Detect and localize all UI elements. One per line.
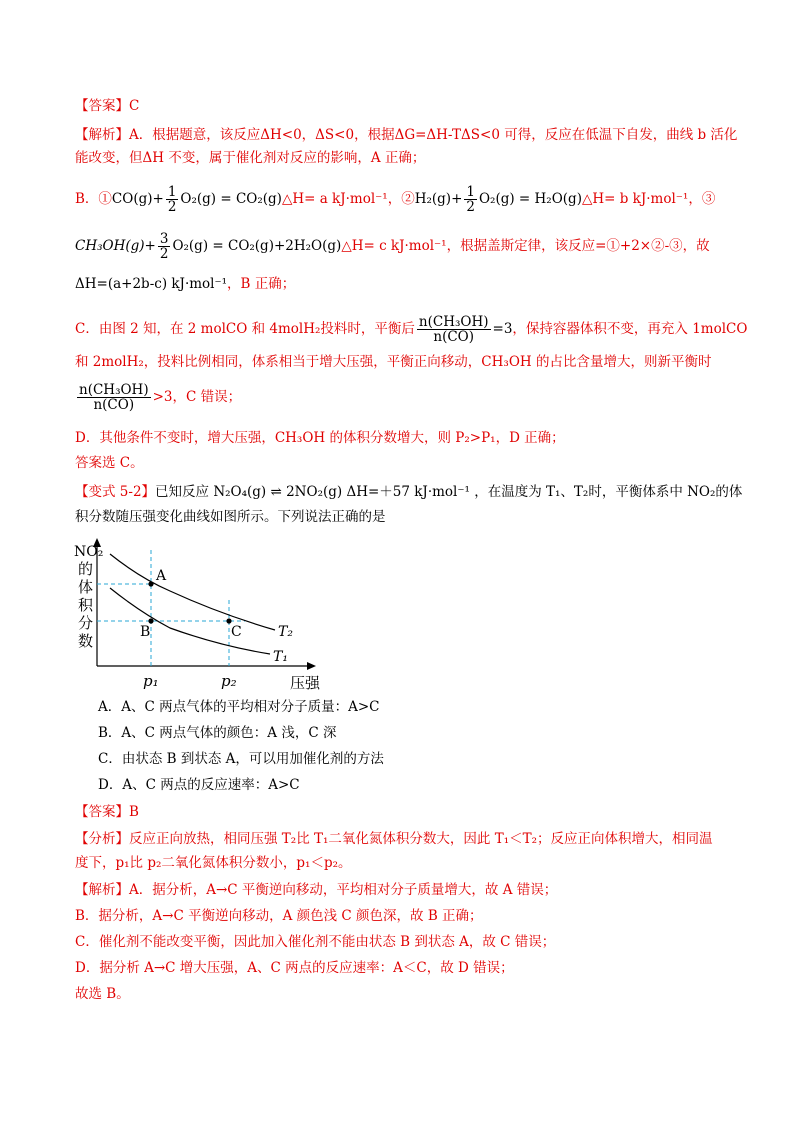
- answer2-label: 【答案】: [75, 804, 129, 820]
- option-b: B．A、C 两点气体的颜色：A 浅，C 深: [98, 725, 337, 741]
- label-T2: T₂: [278, 624, 293, 640]
- dh-final: ΔH=(a+2b-c) kJ·mol⁻¹: [75, 276, 228, 292]
- fraction-half-1: [166, 185, 179, 214]
- analysis-c-line-1: [75, 314, 748, 345]
- analysis-c-line-3: [75, 383, 730, 412]
- point-A: [148, 581, 153, 586]
- jiexi-line-1: [75, 880, 730, 900]
- curve-T2: [110, 554, 275, 630]
- analysis-a-text-1: A．根据题意，该反应ΔH<0，ΔS<0，根据ΔG=ΔH-TΔS<0 可得，反应在低温下自发，曲线 b 活化: [129, 127, 738, 143]
- x-label: 压强: [290, 674, 321, 692]
- pressure-graph: [70, 536, 330, 694]
- y-label-char-4: 分: [78, 614, 94, 632]
- jiexi-line-3: [75, 932, 730, 952]
- label-T1: T₁: [273, 649, 288, 665]
- question-label: 【变式 5-2】: [75, 484, 156, 500]
- d1: D．其他条件不变时，增大压强，CH₃OH 的体积分数增大，则 P₂>P₁，D 正确；: [75, 430, 565, 446]
- frac-den: 2: [167, 199, 177, 215]
- label-A: A: [156, 568, 167, 584]
- label-B: B: [140, 624, 151, 640]
- question-line-1: [75, 482, 743, 502]
- fenxi-text-2: 度下，p₁比 p₂二氧化氮体积分数小，p₁＜p₂。: [75, 855, 352, 871]
- x-axis-arrow: [307, 662, 316, 670]
- frac-num: 3: [159, 231, 169, 247]
- answer2-value: B: [129, 804, 139, 820]
- eq1-right: O₂(g) = CO₂(g): [180, 191, 282, 207]
- option-d: D．A、C 两点的反应速率：A>C: [98, 777, 300, 793]
- c3-post: >3，C 错误；: [152, 389, 242, 405]
- dh1: △H= a kJ·mol⁻¹，②: [281, 191, 415, 207]
- final-1: 答案选 C。: [75, 455, 144, 471]
- point-B: [148, 618, 153, 623]
- fraction-ratio-2: [77, 383, 151, 412]
- option-a: A．A、C 两点气体的平均相对分子质量：A>C: [98, 699, 380, 715]
- c1-eq: =3: [492, 321, 513, 337]
- c2: 和 2molH₂，投料比例相同，体系相当于增大压强，平衡正向移动，CH₃OH 的占比含量增大，则新平衡时: [75, 354, 712, 370]
- analysis-b-line-3: [75, 274, 730, 294]
- frac-den: 2: [159, 246, 169, 262]
- jiexi-line-4: [75, 958, 730, 978]
- fenxi-text-1: 反应正向放热，相同压强 T₂比 T₁二氧化氮体积分数大，因此 T₁＜T₂；反应正向体积增大，相同温: [129, 831, 713, 847]
- analysis-a-line-1: [75, 125, 738, 145]
- jiexi-text-1: A．据分析，A→C 平衡逆向移动，平均相对分子质量增大，故 A 错误；: [129, 882, 558, 898]
- dh3: △H= c kJ·mol⁻¹，根据盖斯定律，该反应=①+2×②-③，故: [341, 238, 710, 254]
- y-label-char-1: 的: [78, 560, 94, 578]
- c1-pre: C．由图 2 知，在 2 molCO 和 4molH₂投料时，平衡后: [75, 321, 415, 337]
- analysis-b-line-1: [75, 185, 730, 214]
- frac-num: 1: [167, 184, 177, 200]
- label-C: C: [231, 624, 242, 640]
- fraction-ratio-1: [417, 315, 491, 344]
- question-text-2: 积分数随压强变化曲线如图所示。下列说法正确的是: [75, 509, 386, 525]
- jiexi-label: 【解析】: [75, 882, 129, 898]
- jiexi-text-5: 故选 B。: [75, 986, 130, 1002]
- jiexi-text-2: B．据分析，A→C 平衡逆向移动，A 颜色浅 C 颜色深，故 B 正确；: [75, 908, 483, 924]
- ratio-num: n(CH₃OH): [79, 382, 149, 398]
- fenxi-line-1: [75, 829, 730, 849]
- dh2: △H= b kJ·mol⁻¹，③: [581, 191, 716, 207]
- c1-post: ，保持容器体积不变，再充入 1molCO: [512, 321, 748, 337]
- eq2-right: O₂(g) = H₂O(g): [478, 191, 582, 207]
- ratio-den: n(CO): [93, 397, 135, 413]
- question-line-2: [75, 507, 730, 527]
- point-C: [226, 618, 231, 623]
- answer-label: 【答案】: [75, 98, 129, 114]
- ratio-num: n(CH₃OH): [418, 314, 489, 330]
- answer-line-2: [75, 802, 730, 822]
- answer-value: C: [129, 98, 140, 114]
- fraction-half-2: [464, 185, 477, 214]
- question-text-1: 已知反应 N₂O₄(g) ⇌ 2NO₂(g) ΔH=＋57 kJ·mol⁻¹ ，在温度为 T₁、T₂时，平衡体系中 NO₂的体: [155, 484, 743, 500]
- analysis-c-line-2: [75, 352, 730, 372]
- frac-num: 1: [466, 184, 475, 200]
- eq1-left: CO(g)+: [111, 191, 164, 207]
- y-label-char-3: 积: [78, 596, 94, 614]
- fenxi-label: 【分析】: [75, 831, 129, 847]
- y-label-char-2: 体: [78, 578, 94, 596]
- answer-line-1: [75, 96, 730, 116]
- eq3-right: O₂(g) = CO₂(g)+2H₂O(g): [172, 238, 342, 254]
- analysis-label: 【解析】: [75, 127, 129, 143]
- b-prefix: B．①: [75, 191, 112, 207]
- option-c: C．由状态 B 到状态 A，可以用加催化剂的方法: [98, 751, 384, 767]
- eq2-left: H₂(g)+: [414, 191, 463, 207]
- dh-final-tail: ，B 正确；: [227, 276, 296, 292]
- analysis-b-line-2: [75, 232, 730, 261]
- y-label-char-5: 数: [78, 632, 94, 650]
- fenxi-line-2: [75, 853, 730, 873]
- x-tick-p2: p₂: [221, 672, 237, 690]
- jiexi-text-4: D．据分析 A→C 增大压强，A、C 两点的反应速率：A＜C，故 D 错误；: [75, 960, 514, 976]
- ratio-den: n(CO): [433, 329, 475, 345]
- analysis-a-text-2: 能改变，但ΔH 不变，属于催化剂对反应的影响，A 正确；: [75, 150, 426, 166]
- jiexi-line-2: [75, 906, 730, 926]
- jiexi-text-3: C．催化剂不能改变平衡，因此加入催化剂不能由状态 B 到状态 A，故 C 错误；: [75, 934, 556, 950]
- y-label-top: NO₂: [74, 544, 104, 560]
- final-answer-1: [75, 453, 730, 473]
- eq3-left: CH₃OH(g)+: [75, 238, 156, 254]
- analysis-d-line: [75, 428, 730, 448]
- jiexi-line-5: [75, 984, 730, 1004]
- analysis-a-line-2: [75, 148, 730, 168]
- fraction-three-halves: [158, 232, 171, 261]
- frac-den: 2: [466, 199, 475, 215]
- x-tick-p1: p₁: [143, 672, 159, 690]
